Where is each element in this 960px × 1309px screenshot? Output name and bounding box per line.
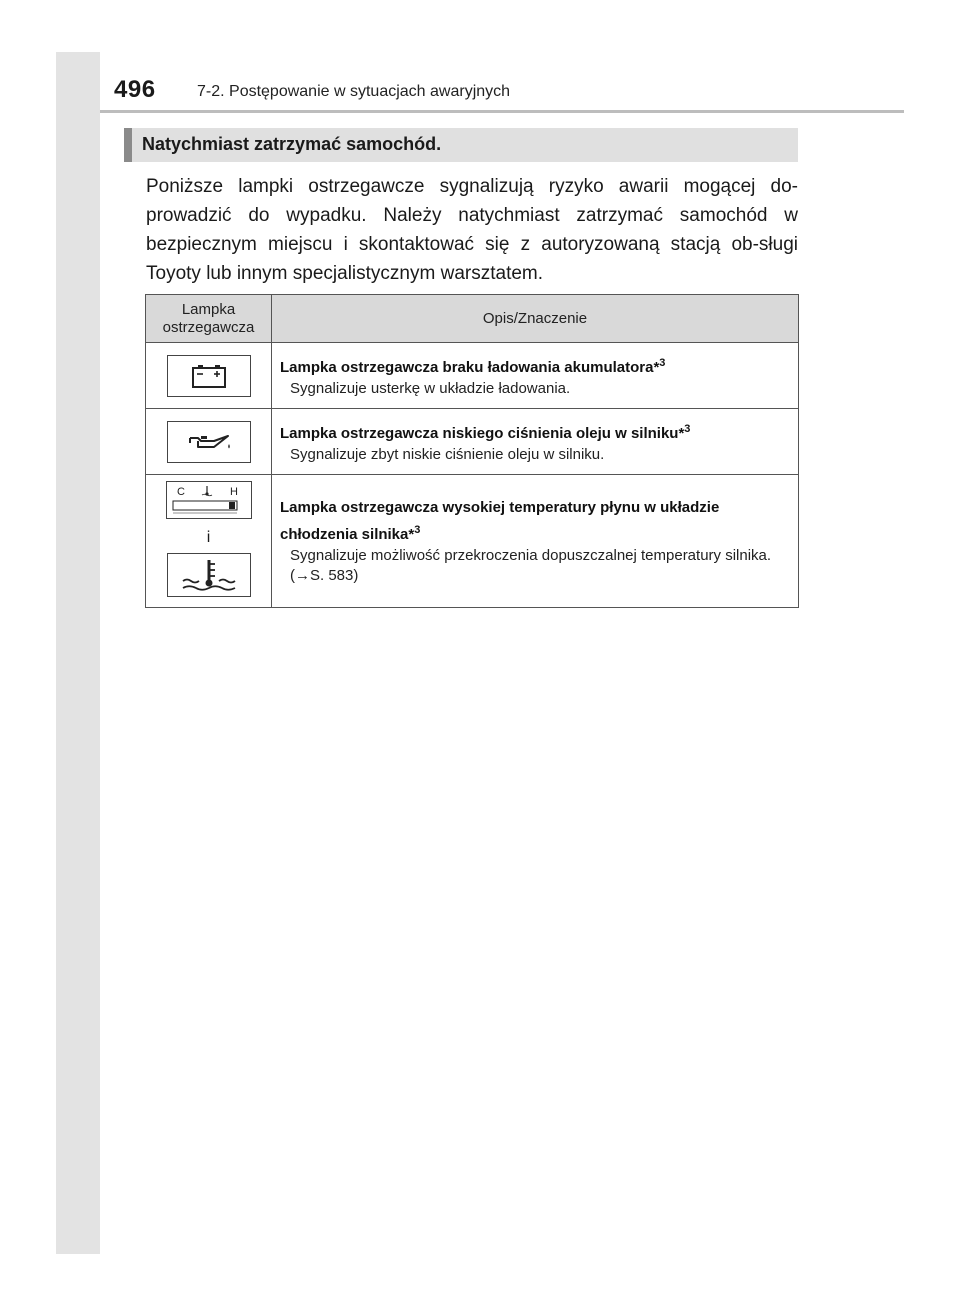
oil-can-icon (167, 421, 251, 463)
header-rule (100, 110, 904, 113)
section-heading-text: Natychmiast zatrzymać samochód. (142, 134, 442, 154)
warning-lamp-table (145, 294, 799, 608)
intro-paragraph: Poniższe lampki ostrzegawcze sygnalizują ryzyko awarii mogącej do-prowadzić do wypadku. Należy natychmiast zatrzymać samochód w bezpiecznym miejscu i skontaktować się z autoryzowaną stacją ob-sługi Toyoty lub innym specjalistycznym warsztatem. (146, 176, 798, 284)
table-row (146, 409, 799, 475)
page-number: 496 (114, 76, 156, 103)
lamp-description-cell (272, 409, 799, 475)
table-header-row (146, 295, 799, 343)
gauge-low-label: C (176, 486, 185, 498)
table-row (146, 475, 799, 608)
lamp-name: Lampka ostrzegawcza wysokiej temperatury płynu w układzie chłodzenia silnika*$^3$ (280, 498, 720, 543)
column-header-lamp: Lampka ostrzegawcza (146, 295, 272, 343)
lamp-name: Lampka ostrzegawcza braku ładowania akumulatora*$^3$ (280, 357, 666, 376)
lamp-description-cell (272, 475, 799, 608)
lamp-meaning: Sygnalizuje zbyt niskie ciśnienie oleju w silniku. (290, 446, 605, 463)
chapter-title: 7-2. Postępowanie w sytuacjach awaryjnych (197, 83, 511, 100)
lamp-icon-cell (146, 409, 272, 475)
section-heading (124, 128, 798, 162)
footnote-ref: 3 (414, 523, 421, 536)
footnote-ref: 3 (659, 357, 666, 369)
footnote-ref: 3 (684, 423, 691, 435)
alternative-connector: i (206, 529, 211, 546)
page-side-strip (56, 52, 100, 1254)
battery-icon (167, 355, 251, 397)
page-header (100, 70, 904, 112)
temperature-gauge-icon (166, 481, 252, 519)
lamp-meaning: Sygnalizuje możliwość przekroczenia dopuszczalnej temperatury silnika. (→S. 583) (290, 546, 772, 584)
column-header-description: Opis/Znaczenie (272, 295, 799, 343)
coolant-temp-icon (167, 553, 251, 597)
lamp-icon-cell (146, 475, 272, 608)
lamp-description-cell (272, 343, 799, 409)
lamp-name: Lampka ostrzegawcza niskiego ciśnienia oleju w silniku*$^3$ (280, 423, 691, 442)
gauge-high-label: H (229, 486, 238, 498)
table-row (146, 343, 799, 409)
lamp-icon-cell (146, 343, 272, 409)
lamp-meaning: Sygnalizuje usterkę w układzie ładowania. (290, 380, 571, 397)
heading-accent (124, 128, 132, 162)
